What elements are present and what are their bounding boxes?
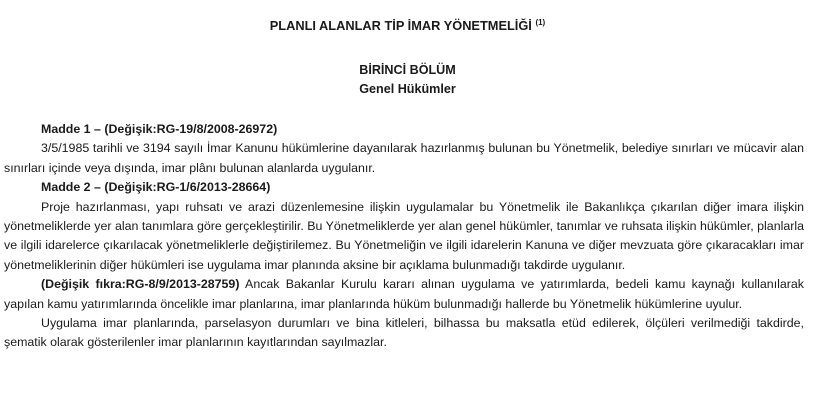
article-2-paragraph-1: Proje hazırlanması, yapı ruhsatı ve arazi düzenlemesine ilişkin uygulamalar bu Yönetmelik ile Bakanlıkça çıkarılan diğer imara ilişkin yönetmeliklerde yer alan tanımlara göre gerçekleştirilir. Bu Yönetmeliklerde yer alan genel hükümler, tanımlar ve ruhsata ilişkin hükümler, planlarla ve ilgili idarelerce çıkarılacak yönetmeliklerle değiştirilemez. Bu Yönetmeliğin ve ilgili idarelerin Kanuna ve diğer mevzuata göre çıkaracakları imar yönetmeliklerinin diğer hükümleri ise uygulama imar planında aksine bir açıklama bulunmadığı takdirde uygulanır. (4, 199, 804, 272)
title-text: PLANLI ALANLAR TİP İMAR YÖNETMELİĞİ (269, 18, 532, 33)
document-body (4, 120, 804, 353)
article-2-paragraph-3: Uygulama imar planlarında, parselasyon durumları ve bina kitleleri, bilhassa bu maksatla etüd edilerek, ölçüleri verilmediği takdirde, şematik olarak gösterilenler imar planlarının kayıtlarından sayılmazlar. (4, 316, 804, 350)
article-1-text: 3/5/1985 tarihli ve 3194 sayılı İmar Kanunu hükümlerine dayanılarak hazırlanmış bulunan bu Yönetmelik, belediye sınırları ve mücavir alan sınırları içinde veya dışında, imar plânı bulunan alanlarda uygulanır. (4, 141, 804, 175)
article-2-heading: Madde 2 – (Değişik:RG-1/6/2013-28664) (41, 180, 271, 195)
title-footnote: (1) (535, 18, 546, 27)
chapter-subtitle: Genel Hükümler (359, 82, 456, 96)
article-2-paragraph-2-text: Ancak Bakanlar Kurulu kararı alınan uygulama ve yatırımlarda, bedeli kamu kaynağı kullanılarak yapılan kamu yatırımlarında öncelikle imar planlarına, imar planlarında hüküm bulunmadığı hallerde bu Yönetmelik hükümlerine uyulur. (4, 277, 804, 311)
article-1-heading: Madde 1 – (Değişik:RG-19/8/2008-26972) (41, 122, 278, 136)
chapter-heading: BİRİNCİ BÖLÜM (359, 63, 456, 77)
article-2-paragraph-2 (4, 275, 804, 314)
amendment-label: (Değişik fıkra:RG-8/9/2013-28759) (41, 277, 240, 292)
document-title (0, 18, 815, 33)
